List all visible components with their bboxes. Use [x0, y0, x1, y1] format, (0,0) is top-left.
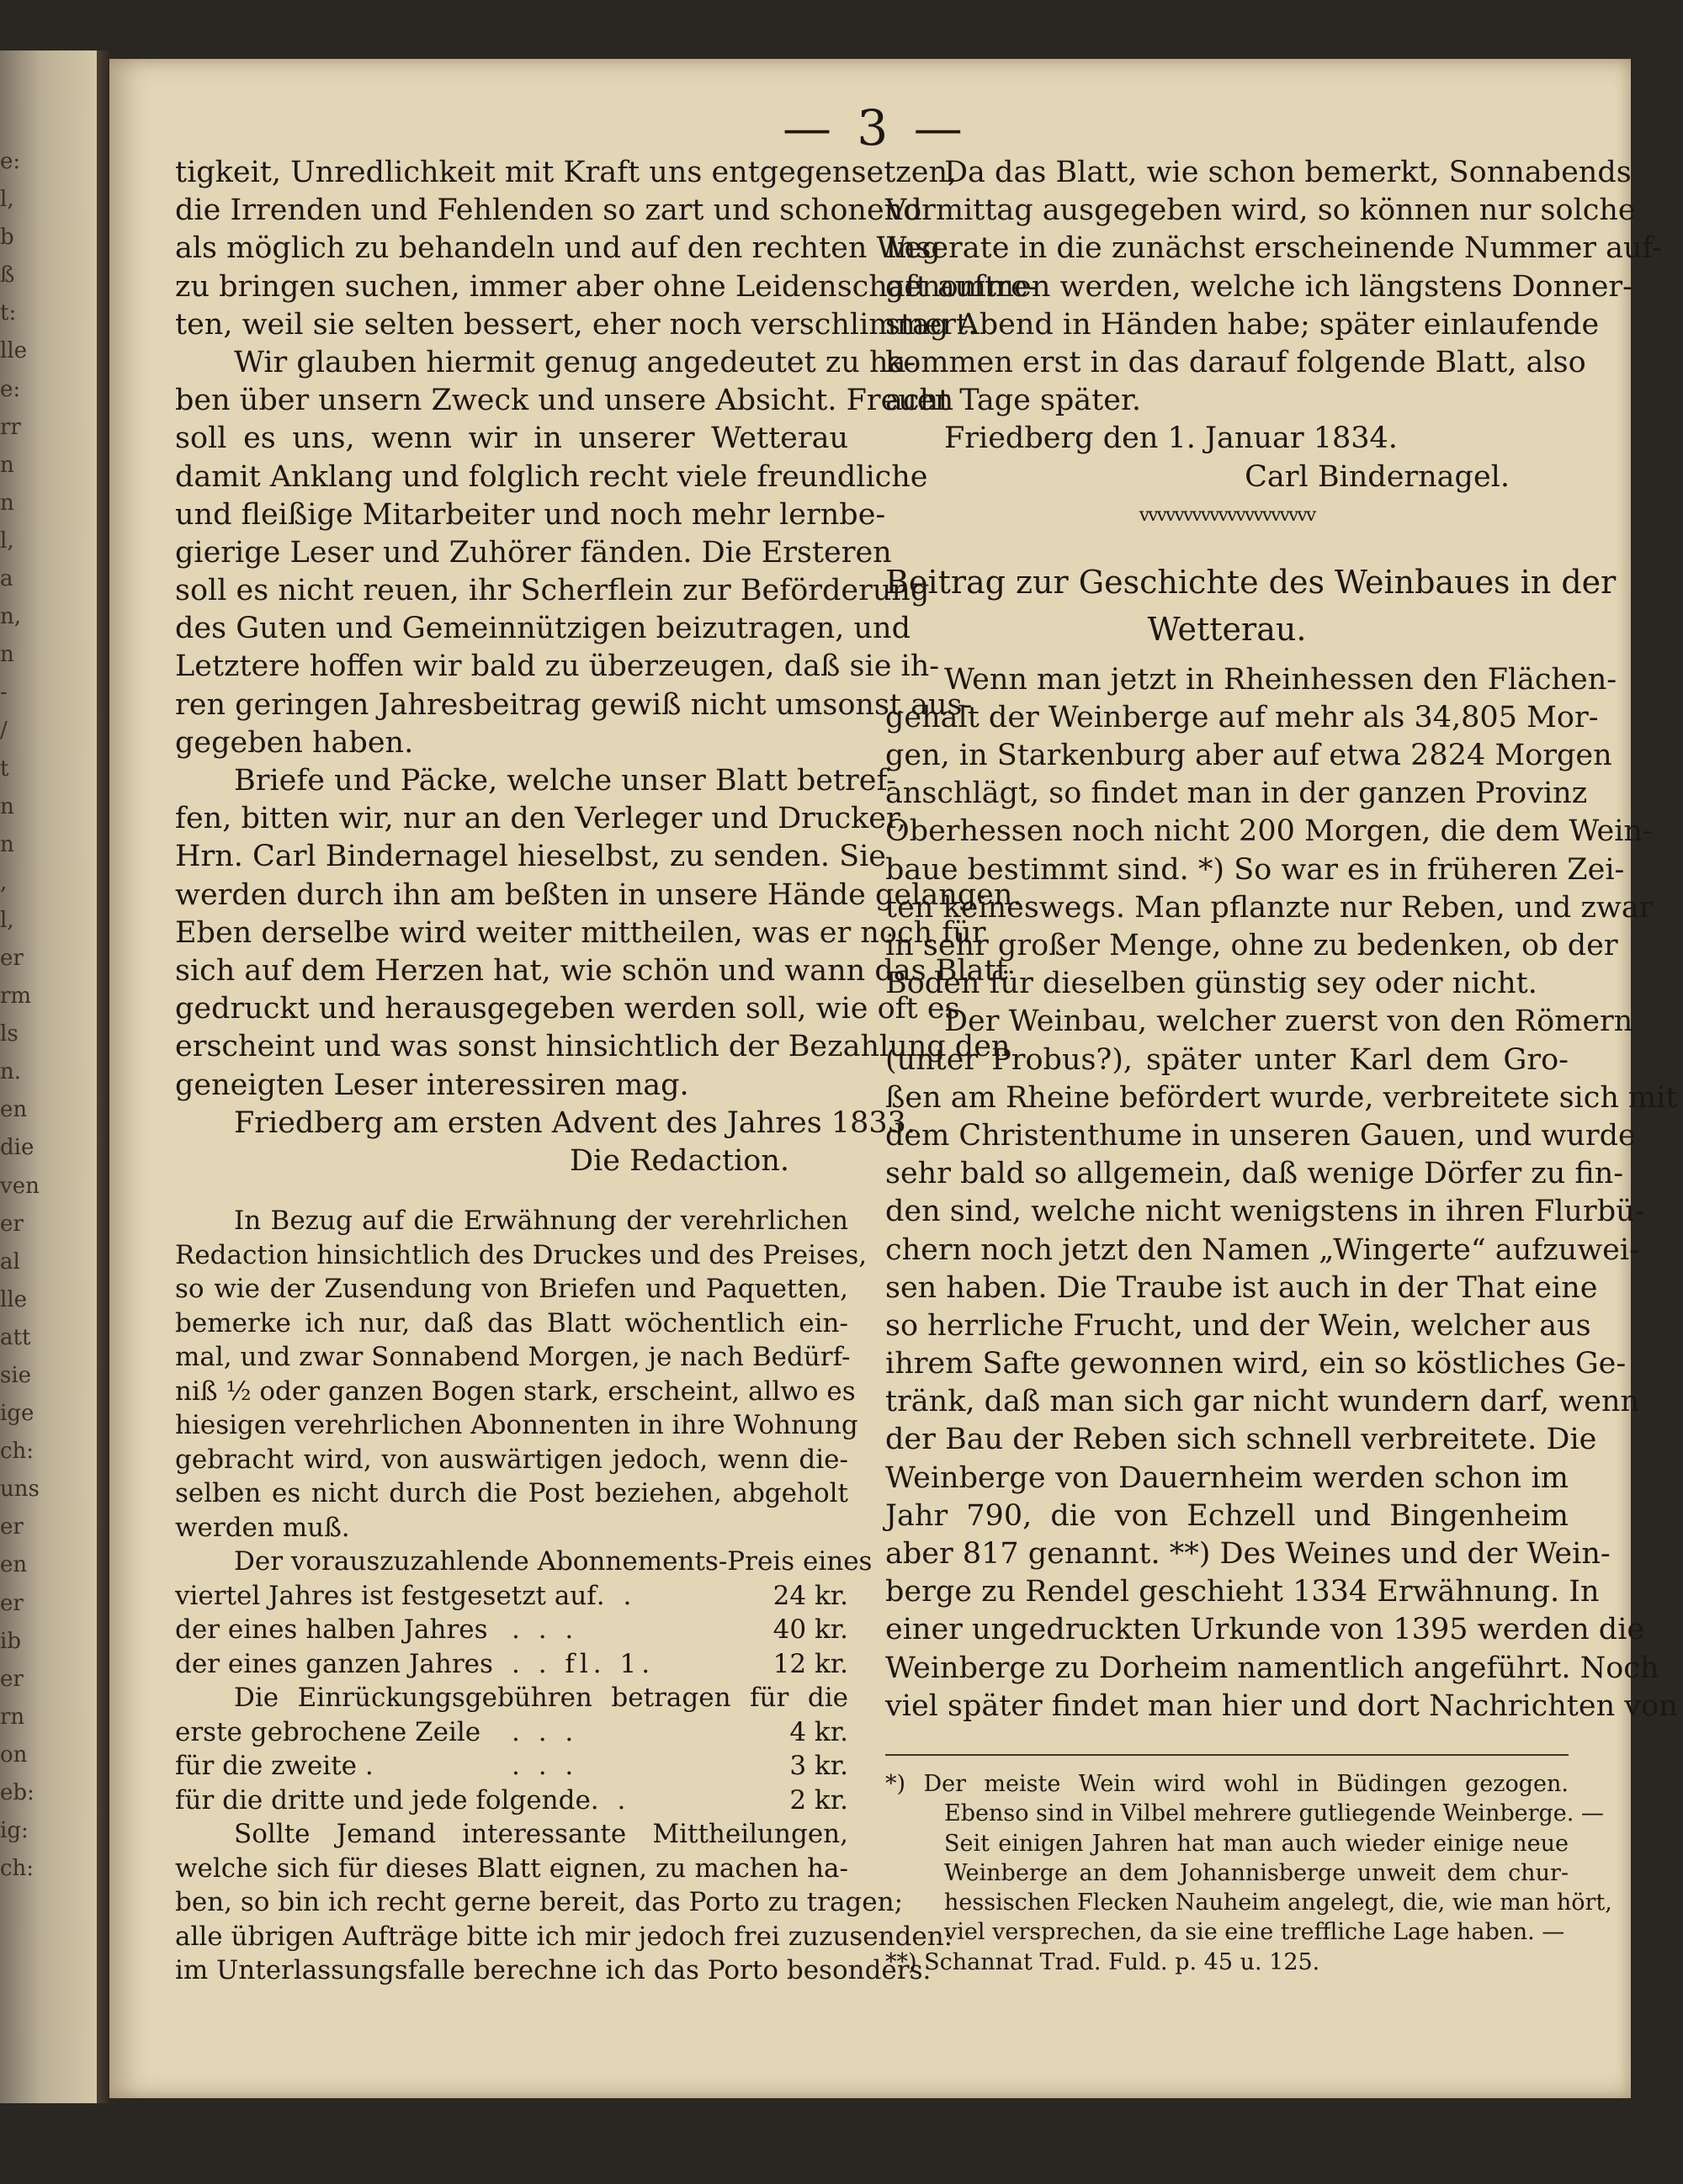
fragment: e: — [0, 376, 21, 402]
article-line: sen haben. Die Traube ist auch in der That eine — [885, 1270, 1598, 1305]
fragment: , — [0, 869, 8, 895]
subscription-prices — [175, 1579, 848, 1682]
price-row — [175, 1715, 848, 1750]
price-row — [175, 1749, 848, 1784]
fragment: ls — [0, 1021, 19, 1047]
footnote-line: Ebenso sind in Vilbel mehrere gutliegende Weinberge. — — [944, 1800, 1604, 1827]
notice-line: Vormittag ausgegeben wird, so können nur solche — [885, 193, 1636, 228]
fragment: a — [0, 566, 13, 592]
previous-page-text-fragments — [0, 143, 40, 1888]
fragment: ib — [0, 1628, 21, 1654]
article-line: der Bau der Reben sich schnell verbreitete. Die — [885, 1423, 1597, 1457]
article-line: baue bestimmt sind. *) So war es in früheren Zei- — [885, 852, 1625, 887]
article-line: Oberhessen noch nicht 200 Morgen, die dem Wein- — [885, 814, 1653, 849]
right-dateline: Friedberg den 1. Januar 1834. — [944, 421, 1398, 456]
intro-line: Wir glauben hiermit genug angedeutet zu ha- — [234, 345, 916, 379]
article-line: viel später findet man hier und dort Nachrichten von — [885, 1688, 1678, 1723]
fragment: ß — [0, 262, 15, 289]
notice-line: Inserate in die zunächst erscheinende Nummer auf- — [885, 231, 1663, 266]
fragment: b — [0, 225, 14, 251]
intro-line: zu bringen suchen, immer aber ohne Leidenschaft auftre- — [175, 269, 1038, 304]
fragment: rm — [0, 983, 32, 1010]
price-label: viertel Jahres ist festgesetzt auf — [175, 1580, 597, 1611]
price-label: der eines ganzen Jahres — [175, 1648, 493, 1679]
intro-line: sich auf dem Herzen hat, wie schön und wann das Blatt — [175, 953, 1008, 988]
fragment: ig: — [0, 1818, 29, 1844]
footnote-line: Weinberge an dem Johannisberge unweit dem chur- — [944, 1859, 1569, 1886]
article-line: anschlägt, so findet man in der ganzen Provinz — [885, 777, 1588, 811]
article-title-line: Beitrag zur Geschichte des Weinbaues in der — [885, 563, 1617, 601]
article-line: dem Christenthume in unseren Gauen, und wurde — [885, 1118, 1636, 1153]
intro-line: und fleißige Mitarbeiter und noch mehr lernbe- — [175, 497, 886, 532]
price-amount: 4 kr. — [789, 1716, 848, 1747]
notice-line: kommen erst in das darauf folgende Blatt, also — [885, 345, 1586, 379]
fragment: en — [0, 1097, 28, 1123]
insertion-fees — [175, 1715, 848, 1818]
price-label: erste gebrochene Zeile — [175, 1716, 481, 1747]
footnote-rule — [885, 1754, 1569, 1756]
fragment: t: — [0, 300, 17, 326]
notice-line: acht Tage später. — [885, 384, 1141, 418]
notice-line: Da das Blatt, wie schon bemerkt, Sonnabends — [944, 156, 1632, 189]
footnote-line: *) Der meiste Wein wird wohl in Büdingen gezogen. — [885, 1770, 1569, 1797]
article-line: gehalt der Weinberge auf mehr als 34,805 Mor- — [885, 700, 1599, 734]
notice-line: Die Einrückungsgebühren betragen für die — [234, 1683, 848, 1714]
notice-line: mal, und zwar Sonnabend Morgen, je nach Bedürf- — [175, 1342, 851, 1373]
fragment: die — [0, 1135, 35, 1161]
intro-line: Briefe und Päcke, welche unser Blatt betref- — [234, 764, 897, 798]
fragment: sie — [0, 1363, 32, 1388]
notice-line: gebracht wird, von auswärtigen jedoch, wenn die- — [175, 1444, 848, 1475]
article-title-line: Wetterau. — [1147, 610, 1307, 648]
notice-line: Redaction hinsichtlich des Druckes und des Preises, — [175, 1239, 868, 1270]
fragment: n — [0, 642, 14, 668]
price-dots: . . . — [512, 1716, 579, 1747]
intro-line: Hrn. Carl Bindernagel hieselbst, zu senden. Sie — [175, 840, 887, 874]
article-line: sehr bald so allgemein, daß wenige Dörfer zu fin- — [885, 1157, 1624, 1191]
fragment: n — [0, 793, 14, 819]
intro-line: erscheint und was sonst hinsichtlich der Bezahlung den — [175, 1030, 1011, 1064]
article-line: Boden für dieselben günstig sey oder nicht. — [885, 967, 1537, 1001]
intro-line: soll es uns, wenn wir in unserer Wetterau — [175, 421, 848, 456]
intro-line: soll es nicht reuen, ihr Scherflein zur Beförderung — [175, 574, 930, 608]
intro-line: des Guten und Gemeinnützigen beizutragen, und — [175, 612, 911, 646]
article-line: chern noch jetzt den Namen „Wingerte“ aufzuwei- — [885, 1232, 1639, 1267]
fragment: rr — [0, 414, 21, 440]
printing-notice — [175, 1204, 873, 1579]
intro-line: gedruckt und herausgegeben werden soll, wie oft es — [175, 992, 960, 1026]
price-label: für die zweite . — [175, 1751, 374, 1782]
fragment: uns — [0, 1476, 40, 1503]
intro-line: die Irrenden und Fehlenden so zart und schonend — [175, 193, 922, 228]
price-dots: . . fl. 1. — [512, 1648, 656, 1679]
fragment: ige — [0, 1401, 35, 1427]
fragment: er — [0, 1211, 24, 1237]
price-label: für die dritte und jede folgende — [175, 1784, 591, 1816]
price-amount: 24 kr. — [772, 1580, 848, 1611]
intro-line: werden durch ihn am beßten in unsere Hände gelangen. — [175, 877, 1022, 912]
redaction-signature: Die Redaction. — [569, 1143, 789, 1178]
fragment: n — [0, 831, 14, 857]
price-row — [175, 1579, 848, 1614]
article-line: (unter Probus?), später unter Karl dem Gro- — [885, 1042, 1569, 1077]
fragment: er — [0, 1514, 24, 1540]
fragment: - — [0, 680, 8, 706]
intro-line: Eben derselbe wird weiter mittheilen, was er noch für — [175, 915, 986, 950]
article-line: ßen am Rheine befördert wurde, verbreitete sich mit — [885, 1080, 1678, 1115]
article-line: tränk, daß man sich gar nicht wundern darf, wenn — [885, 1385, 1640, 1419]
publisher-notice — [885, 154, 1663, 420]
fragment: ven — [0, 1173, 40, 1199]
ornament-divider: vvvvvvvvvvvvvvvvvvvv — [1139, 504, 1315, 526]
price-row — [175, 1647, 848, 1682]
fragment: er — [0, 1666, 24, 1692]
intro-line: damit Anklang und folglich recht viele freundliche — [175, 459, 928, 494]
fragment: eb: — [0, 1780, 35, 1806]
fragment: en — [0, 1552, 28, 1578]
fragment: on — [0, 1741, 28, 1768]
fragment: l, — [0, 907, 14, 933]
price-amount: 3 kr. — [789, 1751, 848, 1782]
intro-line: Letztere hoffen wir bald zu überzeugen, daß sie ih- — [175, 649, 940, 684]
price-amount: 40 kr. — [772, 1614, 848, 1646]
price-dots: . . — [590, 1784, 631, 1816]
price-row — [175, 1784, 848, 1818]
intro-line: geneigten Leser interessiren mag. — [175, 1068, 689, 1102]
fragment: / — [0, 718, 8, 744]
notice-line: stag Abend in Händen habe; später einlaufende — [885, 307, 1600, 342]
fragment: n. — [0, 1059, 22, 1085]
price-amount: 12 kr. — [772, 1648, 848, 1679]
intro-line: gierige Leser und Zuhörer fänden. Die Ersteren — [175, 535, 892, 570]
fragment: n — [0, 490, 14, 516]
intro-line: gegeben haben. — [175, 725, 414, 760]
article-line: aber 817 genannt. **) Des Weines und der Wein- — [885, 1537, 1611, 1571]
article-line: so herrliche Frucht, und der Wein, welcher aus — [885, 1308, 1591, 1343]
footnote-line: **) Schannat Trad. Fuld. p. 45 u. 125. — [885, 1948, 1320, 1975]
article-body — [885, 661, 1678, 1725]
fragment: l, — [0, 527, 14, 554]
footnote-line: viel versprechen, da sie eine treffliche Lage haben. — — [944, 1919, 1565, 1946]
fragment: t — [0, 755, 9, 782]
notice-line: ben, so bin ich recht gerne bereit, das Porto zu tragen; — [175, 1887, 904, 1918]
article-line: Weinberge zu Dorheim namentlich angeführt. Noch — [885, 1651, 1659, 1685]
fragment: l, — [0, 187, 14, 213]
price-dots: . . . — [512, 1614, 579, 1646]
price-row — [175, 1613, 848, 1647]
price-dots: . . — [596, 1580, 637, 1611]
fragment: al — [0, 1248, 20, 1275]
closing-paragraph — [175, 1817, 953, 1988]
right-column — [885, 154, 1678, 1977]
fragment: n, — [0, 604, 22, 630]
fragment: ch: — [0, 1856, 35, 1882]
price-dots: . . . — [512, 1751, 579, 1782]
notice-line: werden muß. — [175, 1512, 350, 1543]
left-dateline: Friedberg am ersten Advent des Jahres 1833. — [234, 1105, 916, 1140]
article-line: in sehr großer Menge, ohne zu bedenken, ob der — [885, 929, 1618, 962]
fragment: er — [0, 945, 24, 971]
article-line: berge zu Rendel geschieht 1334 Erwähnung. In — [885, 1575, 1600, 1609]
article-line: den sind, welche nicht wenigstens in ihren Flurbü- — [885, 1195, 1645, 1229]
notice-line: niß ½ oder ganzen Bogen stark, erscheint, allwo es — [175, 1376, 856, 1407]
intro-line: ren geringen Jahresbeitrag gewiß nicht umsonst aus- — [175, 687, 973, 722]
footnotes — [885, 1769, 1612, 1977]
intro-line: ten, weil sie selten bessert, eher noch verschlimmert. — [175, 307, 978, 342]
fragment: rn — [0, 1704, 25, 1730]
notice-line: so wie der Zusendung von Briefen und Paquetten, — [175, 1274, 848, 1305]
article-line: Wenn man jetzt in Rheinhessen den Flächen- — [944, 662, 1617, 697]
article-line: einer ungedruckten Urkunde von 1395 werden die — [885, 1613, 1645, 1647]
notice-line: selben es nicht durch die Post beziehen, abgeholt — [175, 1478, 848, 1509]
intro-line: ben über unsern Zweck und unsere Absicht. Freuen — [175, 384, 954, 418]
fragment: lle — [0, 338, 28, 364]
fragment: lle — [0, 1286, 28, 1312]
fragment: er — [0, 1590, 24, 1616]
notice-line: alle übrigen Aufträge bitte ich mir jedoch frei zuzusenden: — [175, 1921, 953, 1952]
notice-line: genommen werden, welche ich längstens Donner- — [885, 269, 1633, 304]
footnote-line: Seit einigen Jahren hat man auch wieder einige neue — [944, 1830, 1569, 1857]
price-amount: 2 kr. — [789, 1784, 848, 1816]
page-number: — 3 — — [783, 99, 968, 156]
article-line: ihrem Safte gewonnen wird, ein so köstliches Ge- — [885, 1347, 1627, 1381]
fragment: n — [0, 452, 14, 478]
article-line: ten keineswegs. Man pflanzte nur Reben, und zwar — [885, 890, 1654, 925]
article-line: gen, in Starkenburg aber auf etwa 2824 Morgen — [885, 739, 1612, 773]
notice-line: bemerke ich nur, daß das Blatt wöchentlich ein- — [175, 1307, 848, 1338]
article-line: Weinberge von Dauernheim werden schon im — [885, 1460, 1569, 1495]
article-line: Der Weinbau, welcher zuerst von den Römern — [944, 1005, 1633, 1039]
notice-line: im Unterlassungsfalle berechne ich das Porto besonders. — [175, 1955, 932, 1986]
intro-line: fen, bitten wir, nur an den Verleger und Drucker, — [175, 802, 906, 836]
fragment: e: — [0, 149, 21, 174]
publisher-signature: Carl Bindernagel. — [1245, 459, 1510, 494]
footnote-line: hessischen Flecken Nauheim angelegt, die, wie man hört, — [944, 1890, 1612, 1916]
article-title — [885, 559, 1617, 653]
notice-line: Sollte Jemand interessante Mittheilungen, — [234, 1819, 848, 1850]
notice-line: Der vorauszuzahlende Abonnements-Preis eines — [234, 1546, 873, 1577]
price-label: der eines halben Jahres — [175, 1614, 488, 1646]
article-line: Jahr 790, die von Echzell und Bingenheim — [885, 1498, 1569, 1533]
fragment: att — [0, 1324, 31, 1350]
notice-line: welche sich für dieses Blatt eignen, zu machen ha- — [175, 1853, 848, 1884]
notice-line: hiesigen verehrlichen Abonnenten in ihre Wohnung — [175, 1410, 858, 1441]
intro-line: tigkeit, Unredlichkeit mit Kraft uns entgegensetzen, — [175, 156, 958, 189]
fragment: ch: — [0, 1439, 35, 1465]
intro-line: als möglich zu behandeln und auf den rechten Weg — [175, 231, 941, 266]
notice-line: In Bezug auf die Erwähnung der verehrlichen — [234, 1206, 848, 1237]
fees-intro — [175, 1681, 848, 1715]
